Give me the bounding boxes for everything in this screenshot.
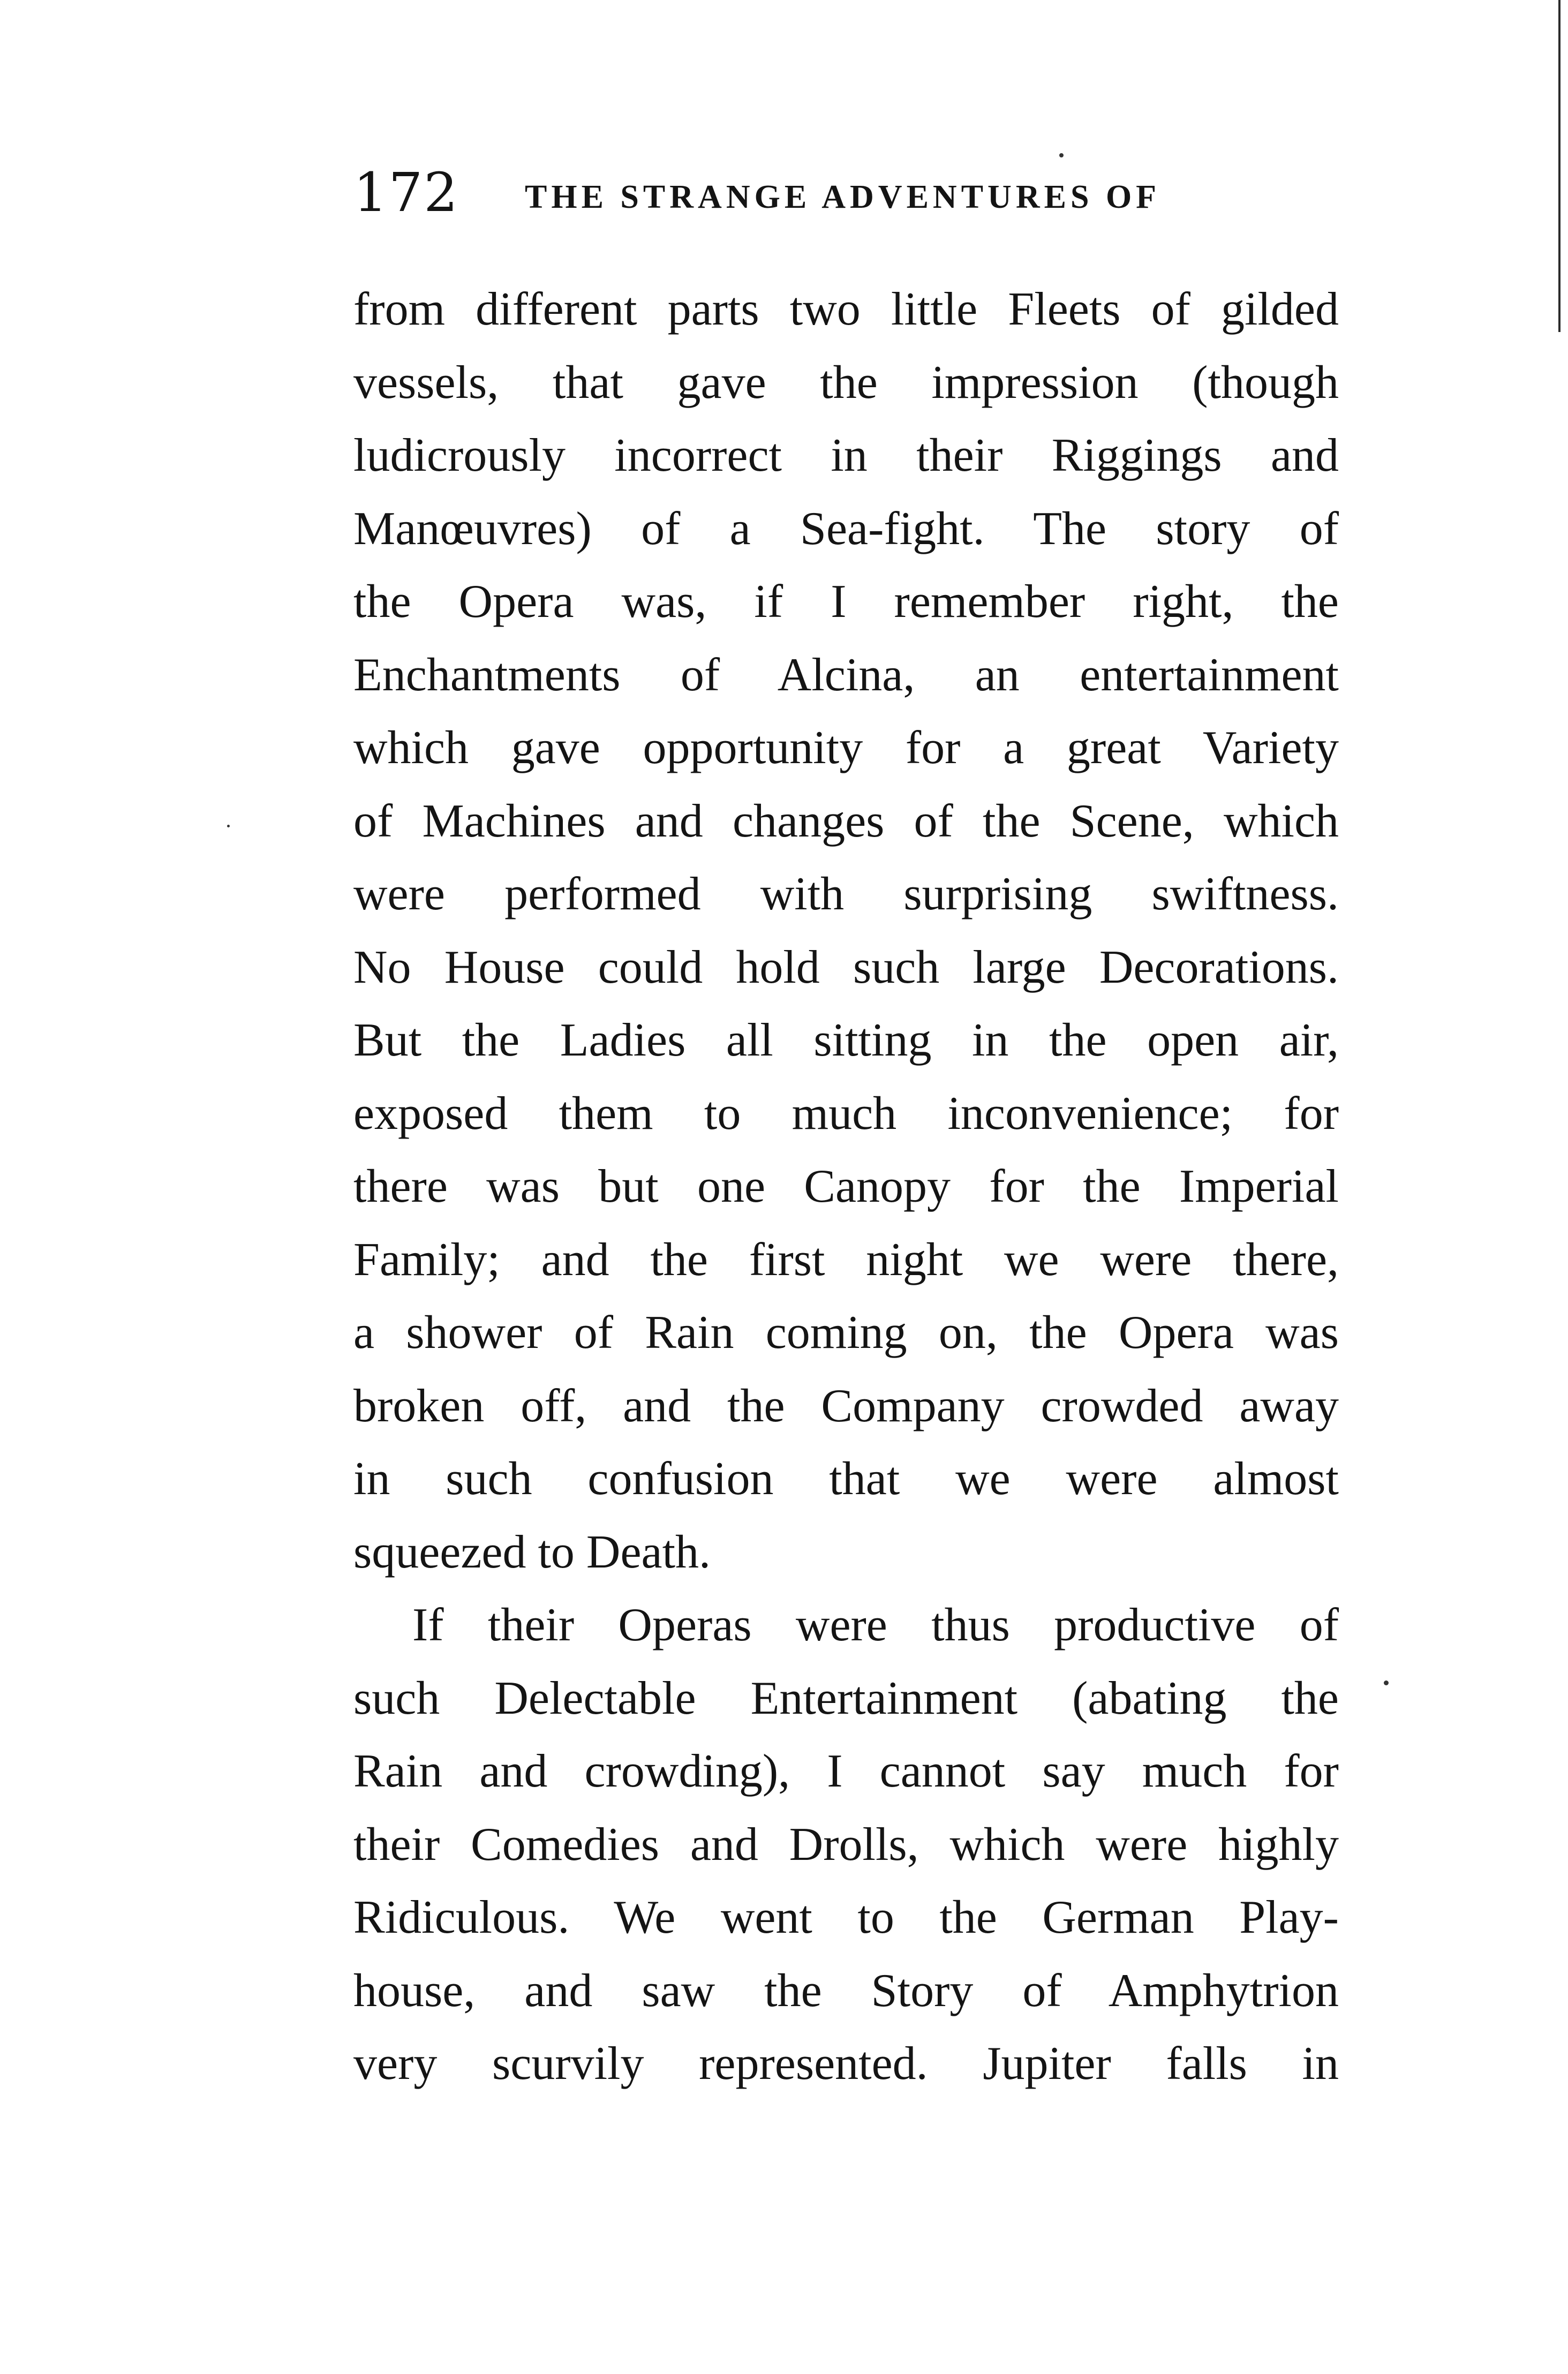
text-line: No House could hold such large Decorations. [353, 941, 1339, 993]
body-text [353, 273, 1339, 2101]
text-line: Ridiculous. We went to the German Play- [353, 1891, 1339, 1943]
text-line: squeezed to Death. [353, 1526, 711, 1578]
page-header [353, 161, 1350, 225]
text-line: house, and saw the Story of Amphytrion [353, 1964, 1339, 2017]
text-line: ludicrously incorrect in their Riggings and [353, 429, 1339, 481]
text-line: vessels, that gave the impression (though [353, 356, 1339, 409]
text-line: very scurvily represented. Jupiter falls in [353, 2038, 1339, 2090]
text-line: Manœuvres) of a Sea-fight. The story of [353, 502, 1339, 555]
text-line: Enchantments of Alcina, an entertainment [353, 649, 1339, 701]
page-edge-rule [1558, 0, 1561, 332]
text-line: were performed with surprising swiftness. [353, 868, 1339, 920]
text-line: But the Ladies all sitting in the open air, [353, 1014, 1339, 1066]
scan-speck [1384, 1680, 1389, 1685]
page-number: 172 [353, 161, 459, 224]
text-line: which gave opportunity for a great Variety [353, 722, 1339, 774]
text-line: Rain and crowding), I cannot say much for [353, 1745, 1339, 1797]
text-line: a shower of Rain coming on, the Opera was [353, 1307, 1339, 1359]
paragraph-2 [353, 1589, 1339, 2101]
text-line: such Delectable Entertainment (abating the [353, 1672, 1339, 1724]
text-line: there was but one Canopy for the Imperial [353, 1160, 1339, 1212]
paragraph-1 [353, 273, 1339, 1589]
text-line: of Machines and changes of the Scene, which [353, 795, 1339, 847]
text-line: Family; and the first night we were there, [353, 1233, 1339, 1286]
text-line: from different parts two little Fleets of gilded [353, 283, 1339, 335]
text-line: the Opera was, if I remember right, the [353, 576, 1339, 628]
scan-speck [1059, 153, 1064, 157]
scan-speck [227, 825, 230, 827]
text-line: their Comedies and Drolls, which were highly [353, 1818, 1339, 1871]
text-line: in such confusion that we were almost [353, 1453, 1339, 1505]
text-line: If their Operas were thus productive of [412, 1599, 1339, 1651]
text-line: broken off, and the Company crowded away [353, 1380, 1339, 1432]
text-line: exposed them to much inconvenience; for [353, 1087, 1339, 1140]
running-head: THE STRANGE ADVENTURES OF [525, 179, 1161, 215]
